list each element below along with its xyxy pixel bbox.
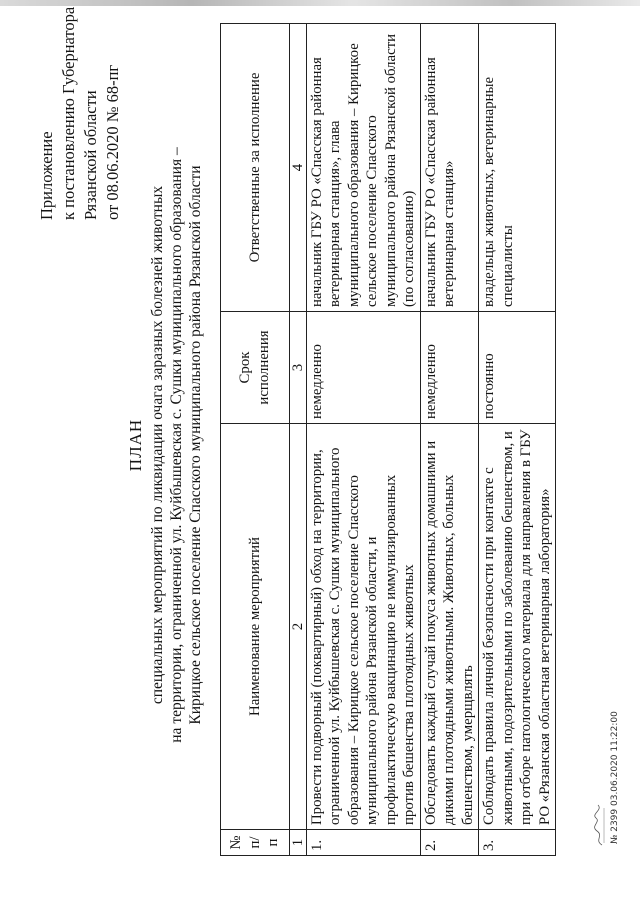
row-term: постоянно [479,312,556,424]
document-page [20,6,630,880]
document-title [124,10,205,880]
row-measure: Соблюдать правила личной безопасности при контакте с животными, подозрительными по заболеванию бешенством, и при отборе патологического материала для направления в ГБУ РО «Рязанская областная ветеринарная лаборатория» [479,424,556,830]
header-term: Срок исполнения [221,312,290,424]
appendix-line-3: Рязанской области [81,90,100,220]
title-sub-3: Кирицкое сельское поселение Спасского муниципального района Рязанской области [187,165,204,725]
registration-stamp-text: № 2399 03.06.2020 11:22:00 [610,711,620,844]
table-row [306,24,420,856]
column-number-2: 2 [289,424,306,830]
appendix-line-1: Приложение [37,131,56,220]
row-term: немедленно [306,312,420,424]
registration-stamp-icon [592,804,606,846]
row-number: 1. [306,830,420,856]
row-term: немедленно [420,312,479,424]
header-number: № п/п [221,830,290,856]
header-responsible: Ответственные за исполнение [221,24,290,312]
title-sub-2: на территории, ограниченной ул. Куйбышевская с. Сушки муниципального образования – [168,147,185,743]
title-sub-1: специальных мероприятий по ликвидации очага заразных болезней животных [149,185,166,705]
title-main: ПЛАН [126,418,145,472]
row-responsible: владельцы животных, ветеринарные специалисты [479,24,556,312]
table-row [420,24,479,856]
header-name: Наименование мероприятий [221,424,290,830]
row-measure: Провести подворный (поквартирный) обход на территории, ограниченной ул. Куйбышевская с. Сушки муниципального образования – Кирицкое сельское поселение Спасского муниципального района Рязанской области, и профилактическую вакцинацию не иммунизированных против бешенства плотоядных животных [306,424,420,830]
column-number-4: 4 [289,24,306,312]
table-header-row [221,24,290,856]
row-number: 3. [479,830,556,856]
table-row [479,24,556,856]
appendix-line-4: от 08.06.2020 № 68-пг [103,64,122,220]
row-measure: Обследовать каждый случай покуса животных домашними и дикими плотоядными животными. Животных, больных бешенством, умерщвлять [420,424,479,830]
table-column-numbers-row [289,24,306,856]
appendix-block [36,6,124,220]
column-number-1: 1 [289,830,306,856]
row-number: 2. [420,830,479,856]
plan-table [220,23,556,856]
scan-edge-artifact [0,0,640,6]
row-responsible: начальник ГБУ РО «Спасская районная ветеринарная станция», глава муниципального образования – Кирицкое сельское поселение Спасского муниципального района Рязанской области (по согласованию) [306,24,420,312]
appendix-line-2: к постановлению Губернатора [59,6,78,220]
row-responsible: начальник ГБУ РО «Спасская районная ветеринарная станция» [420,24,479,312]
column-number-3: 3 [289,312,306,424]
